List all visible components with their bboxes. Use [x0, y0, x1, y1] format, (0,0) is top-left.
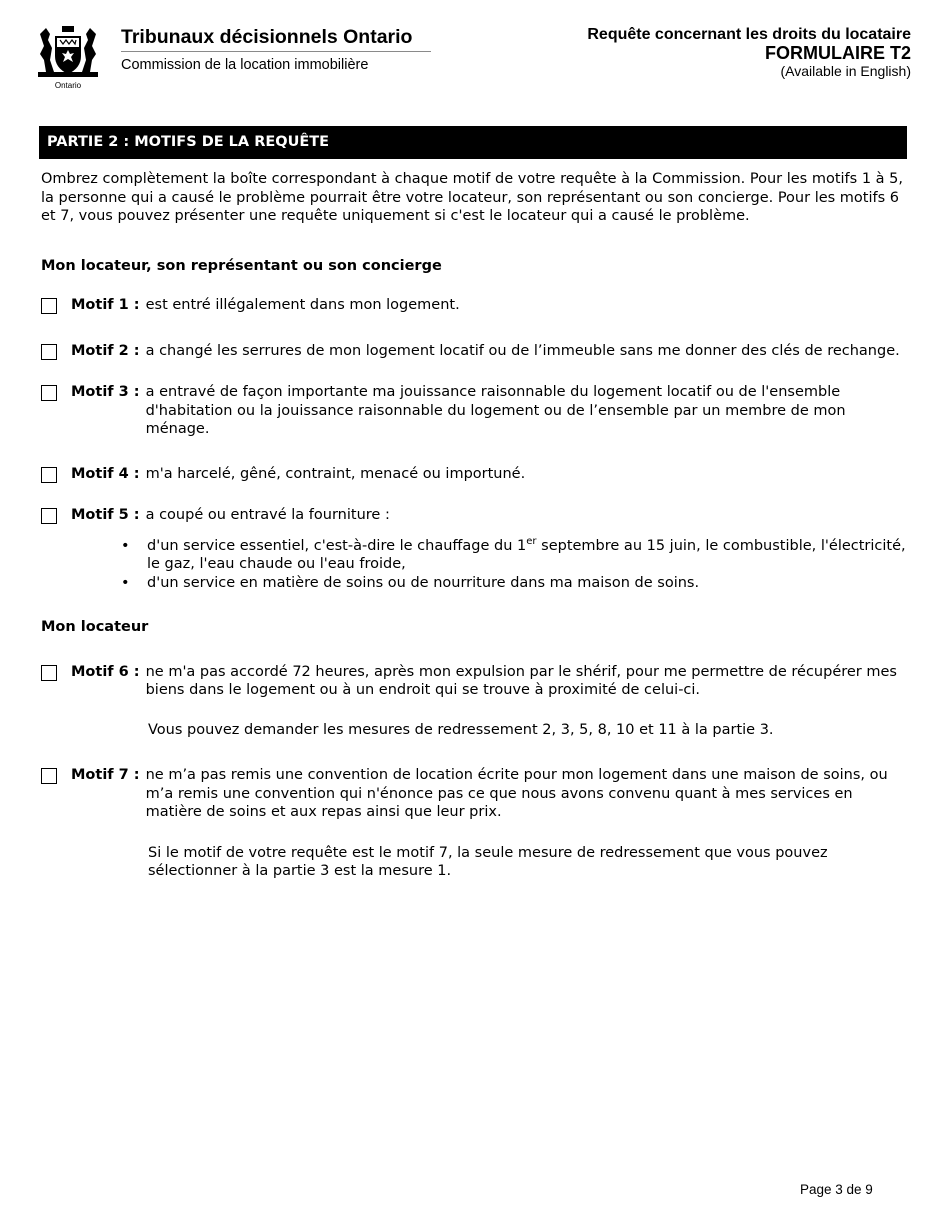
motif-label: Motif 2 :: [71, 342, 140, 359]
section-title-bar: PARTIE 2 : MOTIFS DE LA REQUÊTE: [39, 126, 907, 159]
motif-2-checkbox[interactable]: [41, 344, 57, 360]
motif-6-item: [41, 663, 907, 700]
bullet-icon: •: [121, 537, 130, 554]
motif-3-checkbox[interactable]: [41, 385, 57, 401]
motif-label: Motif 4 :: [71, 465, 140, 482]
bullet-text-part: septembre au 15 juin, le combustible, l'électricité, le gaz, l'eau chaude ou l'eau froide,: [147, 537, 906, 572]
motif-text: ne m’a pas remis une convention de location écrite pour mon logement dans une maison de soins, ou m’a remis une convention qui n'énonce pas ce que nous avons convenu quant à mes services en matière de soins et aux repas ainsi que leur prix.: [145, 767, 888, 820]
motif-1-item: [41, 296, 907, 315]
form-title: Requête concernant les droits du locataire: [587, 26, 911, 43]
section-instructions: Ombrez complètement la boîte correspondant à chaque motif de votre requête à la Commission. Pour les motifs 1 à 5, la personne qui a causé le problème pourrait être votre locateur, son représentant ou son concierge. Pour les motifs 6 et 7, vous pouvez présenter une requête uniquement si c'est le locateur qui a causé le problème.: [41, 171, 903, 224]
bullet-icon: •: [121, 574, 130, 591]
motif-label: Motif 5 :: [71, 507, 140, 523]
motif-1-checkbox[interactable]: [41, 298, 57, 314]
motif-label: Motif 6 :: [71, 663, 140, 680]
motif-text: a changé les serrures de mon logement locatif ou de l’immeuble sans me donner des clés de rechange.: [145, 342, 900, 359]
motif-5-item: [41, 506, 907, 525]
motif-7-checkbox[interactable]: [41, 768, 57, 784]
form-language-note: (Available in English): [780, 63, 911, 79]
organization-name: Tribunaux décisionnels Ontario: [121, 26, 413, 48]
motif-text: a coupé ou entravé la fourniture :: [145, 507, 390, 523]
bullet-text-part: d'un service essentiel, c'est-à-dire le chauffage du 1: [147, 537, 527, 554]
list-item: [121, 537, 907, 574]
logo-caption: Ontario: [54, 81, 82, 90]
motif-5-checkbox[interactable]: [41, 508, 57, 524]
header-divider: [121, 51, 431, 52]
motif-4-checkbox[interactable]: [41, 467, 57, 483]
list-item: [121, 574, 907, 593]
motif-label: Motif 1 :: [71, 297, 140, 313]
form-identifier: [587, 26, 911, 79]
page-header: [0, 0, 950, 100]
motif-7-item: [41, 766, 907, 822]
motif-4-item: [41, 465, 907, 484]
group-heading-landlord-representative: Mon locateur, son représentant ou son concierge: [41, 257, 442, 274]
form-code: FORMULAIRE T2: [765, 43, 911, 63]
motif-6-note: Vous pouvez demander les mesures de redressement 2, 3, 5, 8, 10 et 11 à la partie 3.: [148, 721, 774, 738]
motif-text: m'a harcelé, gêné, contraint, menacé ou importuné.: [145, 465, 526, 482]
motif-text: est entré illégalement dans mon logement.: [145, 297, 460, 313]
motif-label: Motif 3 :: [71, 384, 140, 400]
page-number: Page 3 de 9: [800, 1182, 873, 1197]
motif-5-services-list: [121, 537, 907, 593]
motif-6-checkbox[interactable]: [41, 665, 57, 681]
ordinal-superscript: er: [526, 535, 537, 547]
group-heading-landlord: Mon locateur: [41, 619, 149, 635]
motif-text: a entravé de façon importante ma jouissance raisonnable du logement locatif ou de l'ensemble d'habitation ou la jouissance raisonnable du logement ou de l’ensemble par un membre de mon ménage.: [145, 384, 846, 437]
motif-label: Motif 7 :: [71, 767, 140, 783]
motif-3-item: [41, 383, 907, 439]
bullet-text: d'un service en matière de soins ou de nourriture dans ma maison de soins.: [147, 574, 700, 591]
form-content: [41, 170, 907, 881]
motif-7-note: Si le motif de votre requête est le motif 7, la seule mesure de redressement que vous pouvez sélectionner à la partie 3 est la mesure 1.: [148, 844, 828, 879]
motif-text: ne m'a pas accordé 72 heures, après mon expulsion par le shérif, pour me permettre de récupérer mes biens dans le logement ou à un endroit qui se trouve à proximité de celui-ci.: [145, 663, 897, 698]
organization-subtitle: Commission de la location immobilière: [121, 57, 369, 73]
motif-2-item: [41, 342, 907, 361]
